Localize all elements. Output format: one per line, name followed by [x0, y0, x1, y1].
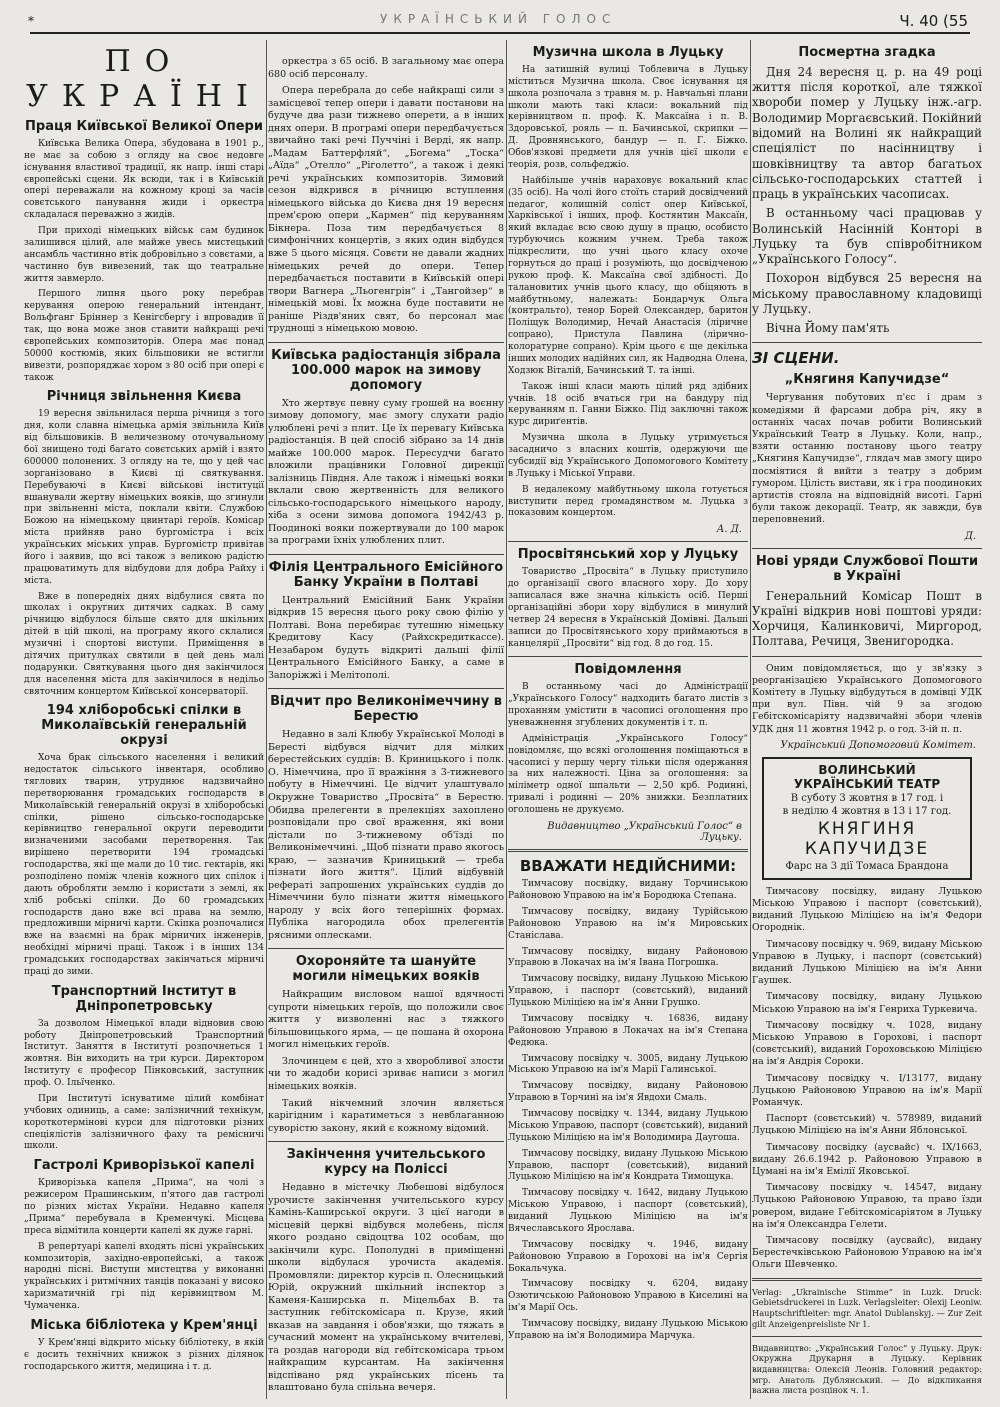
signature: Д. — [964, 530, 976, 542]
notice-item: Тимчасову посвідку ч. 1344, видану Луцькою Міською Управою, паспорт (совєтський), виданий Луцькою Міліцією на ім'я Володимира Даугоша. — [508, 1109, 748, 1143]
section-banner: ПО УКРАЇНІ — [26, 44, 262, 114]
article-bank — [268, 561, 504, 683]
paragraph: Київська Велика Опера, збудована в 1901 р., не має за собою з огляду на своє недовге існування властивої традиції, як напр. інші старі європейські сцени. Як всюди, так і в Київській опері переважали на кожному кроці за часів совєтського панування жиди і оркестра складалася переважно з жидів. — [24, 138, 264, 221]
issue-number: Ч. 40 (55 — [899, 12, 968, 30]
obituary — [752, 46, 982, 336]
notice-item: Тимчасову посвідку, видану Луцькою Міською Управою і паспорт (совєтський), виданий Луцькою Міліцією на ім'я Федори Огороднік. — [752, 885, 982, 934]
divider — [508, 849, 748, 852]
paragraph: В останньому часі працював у Волинській Насінній Конторі в Луцьку та був співробітником „Українського Голосу“. — [752, 206, 982, 267]
theatre-name: ВОЛИНСЬКИЙ УКРАЇНСЬКИЙ ТЕАТР — [793, 762, 941, 791]
article-post-offices — [752, 555, 982, 650]
article-farm-unions — [24, 704, 264, 978]
divider — [752, 1336, 982, 1337]
article-title: 194 хліборобські спілки в Миколаївській генеральній окрузі — [41, 703, 247, 749]
header-rule — [30, 32, 970, 34]
notice-item: Тимчасову посвідку (аусвайс), видану Берестечківською Районовою Управою на ім'я Ольги Шевченко. — [752, 1235, 982, 1271]
column-divider — [266, 40, 267, 1399]
article-title: Відчит про Великонімеччину в Берестю — [270, 694, 502, 725]
page-header — [0, 0, 1000, 30]
paragraph: оркестра з 65 осіб. В загальному має опера 680 осіб персоналу. — [268, 56, 504, 80]
notice-item: Паспорт (совєтський) ч. 578989, виданий Луцькою Міліцією на ім'я Анни Яблонської. — [752, 1113, 982, 1137]
article-lecture — [268, 695, 504, 942]
notice-item: Тимчасову посвідку ч. 1642, видану Луцькою Міською Управою, і паспорт (совєтський), виданий Луцькою Міліцією на ім'я Вячеславського Ярослава. — [508, 1188, 748, 1234]
section-heading: ЗІ СЦЕНИ. — [752, 349, 840, 368]
theatre-ad — [762, 757, 972, 880]
article-title: Нові уряди Службової Пошти в Україні — [755, 553, 979, 584]
article-title: Гастролі Криворізької капелі — [33, 1158, 255, 1174]
article-title: Повідомлення — [574, 662, 682, 678]
divider — [752, 548, 982, 549]
paragraph: Недавно в містечку Любешові відбулося урочисте закінчення учительського курсу Камінь-Каширської округи. З цієї нагоди в місцевій церкві відбувся молебень, після якого роздано свідоцтва 102 особам, що закінчили курс. Пополудні в приміщенні школи відбулася урочиста академія. Промовляли: директор курсів п. Олесницький Юрій, окружний шкільний інспектор з Каменя-Каширська п. Міцельбах В. та заступник гебітскомісара п. Крузе, який вказав на завдання і обов'язки, що тяжать в сучасний момент на українському вчителеві, та роздав нагороди від гебітскомісара трьом найкращим курсантам. На закінчення відспівано ряд українських пісень та влаштовано була спільна вечеря. — [268, 1181, 504, 1394]
notice-item: Тимчасову посвідку, видану Луцькою Міською Управою, і паспорт (совєтський), виданий Луцькою Міліцією на ім'я Анни Грушко. — [508, 974, 748, 1009]
show-title: КНЯГИНЯ КАПУЧИДЗЕ — [804, 818, 930, 859]
newspaper-title: УКРАЇНСЬКИЙ ГОЛОС — [380, 12, 617, 26]
paragraph: Товариство „Просвіта“ в Луцьку приступило до організації свого власного хору. До хору записалася вже значна кількість осіб. Перші організаційні збори хору відбулися в минулий четвер 24 вересня в Українській Домівні. Дальші записи до Просвітянського хору приймаються в канцелярії „Просвіти“ від год. 8 до год. 15. — [508, 567, 748, 649]
article-title: Закінчення учительського курсу на Поліссі — [286, 1147, 486, 1178]
notice-item: Тимчасову посвідку (аусвайс) ч. ІХ/1663, видану 26.6.1942 р. Районовою Управою в Цумані на ім'я Емілії Яковської. — [752, 1141, 982, 1178]
paragraph: Центральний Емісійний Банк України відкрив 15 вересня цього року свою філію у Полтаві. Вона перебирає тутешню німецьку Кредитову Касу (Райхскредиткассе). Незабаром будуть відкриті дальші філії Центрального Емісійного Банку, а саме в Запоріжжі і Мелітополі. — [268, 594, 504, 681]
paragraph: Такий нікчемний злочин являється карігідним і каратиметься з невблаганною суворістю закону, який є кожному відомий. — [268, 1097, 504, 1134]
imprint-ukrainian: Видавництво: „Український Голос“ у Луцьку. Друк: Окружна Друкарня в Луцьку. Керівник видавництва: Олексій Леонів. Головний редактор: мгр. Анатоль Дублянський. — До відкликання важна листа розцінок ч. 1. — [752, 1342, 982, 1396]
article-title: Охороняйте та шануйте могили німецьких вояків — [292, 954, 480, 985]
article-kyiv-anniversary — [24, 390, 264, 698]
divider — [268, 554, 504, 555]
showtime: в неділю 4 жовтня в 13 і 17 год. — [782, 805, 952, 817]
committee-notice — [752, 663, 982, 751]
notice-item: Тимчасову посвідку ч. І/13177, видану Луцькою Районовою Управою на ім'я Марії Романчук. — [752, 1072, 982, 1109]
lost-documents-continued — [752, 886, 982, 1272]
imprint-german: Verlag: „Ukrainische Stimme“ in Luzk. Druck: Gebietsdruckerei in Luzk. Verlagsleiter: Olexij Leoniw. Hauptschriftleiter: mgr. Anatol Dublanskyj. — Zur Zeit gilt Anzeigenpreisliste Nr 1. — [752, 1286, 982, 1329]
paragraph: В репертуарі капелі входять пісні українських композиторів, західно-европейські, а також народні пісні. Виступи мистецтва у виконанні українських і ритмічних танців показані у високо харизматичній грі під керівництвом М. Чумаченка. — [24, 1241, 264, 1311]
notice-item: Тимчасову посвідку ч. 3005, видану Луцькою Міською Управою на ім'я Марії Галинської. — [508, 1053, 748, 1076]
article-transport-institute — [24, 985, 264, 1154]
paragraph: Хто жертвує певну суму грошей на воєнну зимову допомогу, має змогу слухати радіо улюблені речі з плит. Це їх перевагу Київська радіостанція. В цей спосіб зібрано за 14 днів майже 100.000 марок. Пересудчи багато вложили працівники Головної дирекції залізниць Півдня. Але також і німецькі вояки вклали свою жертвенність для великого сільсько-господарського німецького народу, хіба з осени зимова допомога 1942/43 р. Поодинокі вояки пожертвували до 100 марок за програми їхніх улюблених плит. — [268, 397, 504, 547]
paragraph: На затишній вулиці Тоблевича в Луцьку міститься Музична школа. Своє існування ця школа розпочала з травня м. р. Навчальні плани школи мають такі класи: вокальний під керівництвом п. проф. К. Максаїна і п. В. Здоровської, рояль — п. Бачинської, скрипки — Д. Дровнянського, бандур — п. Г. Біжко. Обов'язкові предмети для учнів цієї школи є теорія, розв, сольфеджіо. — [508, 64, 748, 170]
article-graves — [268, 955, 504, 1135]
divider — [508, 656, 748, 657]
paragraph: Музична школа в Луцьку утримується засадничо з власних коштів, одержуючи ще субсидії від Українського Допомогового Комітету в Луцьку і Міської Управи. — [508, 433, 748, 479]
paragraph: Вже в попередніх днях відбулися свята по школах і округних дитячих садках. В саму річницю відбулося більше свято для шкільних дітей в цій школі, на програму якого склалися музичні і спортові виступи. Приміщення в дітячих притулках святили в цей день малі подарунки. Святкування цього дня закінчилося для населення міста для закінчилося в недільо святочним концертом Київської консерваторії. — [24, 591, 264, 697]
divider — [268, 948, 504, 949]
lost-documents — [508, 858, 748, 1343]
paragraph: При приході німецьких військ сам будинок залишився цілий, але майже увесь мистецький ансамбль частинно втік добровільно з совєтами, а частинно був вивезений, так що театральне життя завмерло. — [24, 226, 264, 284]
paragraph: Найбільше учнів нараховує вокальний клас (35 осіб). На чолі його стоїть старий досвідчений педагог, колишній соліст опер Київської, Харківської і інших, проф. Костянтин Максаїн, який вкладає всю свою душу в працю, особисто турбуючись кожним учнем. Треба також підкреслити, що учні цього класу охоче горнуться до праці і розуміють, що досвідченою рукою проф. К. Максаїна свої здібності. До талановитих учнів цього класу, що обіцяють в майбутньому, належать: Бондарчук Ольга (контральто), тенор Борей Олександер, баритон Поліщук Володимир, Нечай Анастасія (ліричне сопрано), Пристула Павлина (лірично-колоратурне сопрано). Крім цього є ще декілька інших молодих надійних сил, як Надводна Олена, Ходзюк Віталій, Бачинський Т. та інші. — [508, 175, 748, 376]
paragraph: Першого липня цього року перебрав керування оперою генеральний інтендант, Вольфганг Бріннер з Кенігсбергу і впровадив її так, що вона може знов ставити найкращі речі європейських композиторів. Опера має понад 50000 костюмів, яких більшовики не встигли вивезти, розпоряджає хором з 80 осіб при опері є також — [24, 289, 264, 383]
article-teacher-course — [268, 1148, 504, 1395]
signature: Видавництво „Український Голос“ в Луцьку. — [547, 820, 742, 843]
notice-item: Тимчасову посвідку, видану Луцькою Міською Управою на ім'я Генриха Туркевича. — [752, 991, 982, 1015]
paragraph: Генеральний Комісар Пошт в Україні відкрив нові поштові уряди: Хорчиця, Калинковичі, Миргород, Полтава, Речиця, Звенигородка. — [752, 588, 982, 649]
notice-item: Тимчасову посвідку ч. 1028, видану Міською Управою в Горохові, і паспорт (совєтський), виданий Гороховською Міліцією на ім'я Андрія Сороки. — [752, 1019, 982, 1068]
article-library — [24, 1319, 264, 1374]
article-title: Філія Центрального Емісійного Банку України в Полтаві — [268, 559, 504, 590]
article-title: Річниця звільнення Києва — [46, 389, 242, 405]
paragraph: Також інші класи мають цілий ряд здібних учнів. 18 осіб вчаться гри на бандуру під керуванням п. Ганни Біжко. Під заключні також курс дириґентів. — [508, 381, 748, 428]
column-divider — [506, 40, 507, 1399]
notice-item: Тимчасову посвідку ч. 969, видану Міською Управою в Луцьку, і паспорт (совєтський) виданий Луцькою Міліцією на ім'я Анни Гаушек. — [752, 938, 982, 987]
notice-item: Тимчасову посвідку, видану Луцькою Міською Управою, паспорт (совєтський), виданий Луцькою Міліцією на ім'я Кондрата Тимощука. — [508, 1148, 748, 1183]
notice-item: Тимчасову посвідку, видану Торчинською Районовою Управою на ім'я Бородюка Степана. — [508, 879, 748, 902]
divider — [268, 1141, 504, 1142]
notice-item: Тимчасову посвідку ч. 14547, видану Луцькою Районовою Управою, та право їзди ровером, видане Гебітскомісаріятом в Луцьку на ім'я Олександра Гелети. — [752, 1182, 982, 1230]
article-capella-tour — [24, 1159, 264, 1313]
paragraph: При Інституті існуватиме цілий комбінат учбових одиниць, а саме: залізничний технікум, короткотермінові курси для підготовки різних спеціялістів залізничного фаху та ремісничі школи. — [24, 1093, 264, 1152]
article-title: Праця Київської Великої Опери — [25, 119, 263, 134]
notice-item: Тимчасову посвідку, видану Районовою Управою в Локачах на ім'я Івана Погрошка. — [508, 946, 748, 969]
column-1 — [24, 40, 264, 1377]
paragraph: Вічна Йому пам'ять — [766, 321, 890, 336]
column-3 — [508, 40, 748, 1347]
paragraph: Найкращим висловом нашої вдячності супроти німецьких героїв, що положили своє життя у визволенні нас з тяжкого більшовицького ярма, — це пошана й охорона могил німецьких героїв. — [268, 989, 504, 1051]
show-subtitle: Фарс на 3 дії Томаса Брандона — [785, 860, 949, 872]
column-2 — [268, 40, 504, 1399]
article-title: Транспортний Інститут в Дніпропетровську — [51, 983, 237, 1014]
paragraph: 19 вересня звільнилася перша річниця з того дня, коли славна німецька армія звільнила Київ від більшовиків. В величезному оточувальному бої знищено тоді багато совєтських армій і взято 600000 полонених. З огляду на те, що у цей час зорганізовано в Києві ці святкування. Перебуваючі в Києві військові інституції вшанували жертву німецьких вояків, що згинули при звільненні міста, поклали квіти. Службою Божою на німецькому цвинтарі героїв. Комісар міста прийняв рано бургомістра і всіх українських міських управ. Бургомістр привітав його і заявив, що всі також з великою радістю працюватимуть для відбудови для добра Райху і міста. — [24, 409, 264, 586]
divider — [268, 342, 504, 343]
paragraph: Недавно в залі Клюбу Української Молоді в Бересті відбувся відчит для мілких берестейських суддів: В. Криницького і полк. О. Німеччина, про її вражіння з 3-тижневого побуту в Німеччині. Це відчит улаштувало Окружне Товариство „Просвіта“ в Берестю. Обидва прелегенти в прелекціях захоплено розповідали про свої враження, які вони дістали по 3-тижневому об'їзді по Великонімеччині. „Щоб пізнати право якогось краю, — зазначив Криницький — треба пізнати його життя“. Цілий відбувній рефераті запрошених українських суддів до Німеччини було пізнати життя німецького народу у всіх його теперішніх формах. Публіка нагородила обох прелегентів рясними оплесками. — [268, 729, 504, 941]
divider — [508, 541, 748, 542]
article-radio — [268, 349, 504, 548]
paragraph: Злочинцем є цей, хто з хворобливої злости чи то жадоби корисі зриває написи з могил німецьких вояків. — [268, 1055, 504, 1092]
paragraph: Криворізька капеля „Прима“, на чолі з режисером Прашинським, п'ятого дав гастролі по різних містах України. Недавно капеля „Прима“ перебувала в Кременчукі. Місцева преса відмітила концерти капелі як дуже гарні. — [24, 1178, 264, 1236]
article-title: Київська радіостанція зібрала 100.000 марок на зимову допомогу — [271, 347, 501, 393]
divider — [752, 656, 982, 657]
paragraph: Адміністрація „Українського Голосу“ повідомляє, що всякі оголошення поміщаються в часописі у першу чергу тільки після одержання за них належності. Ціна за оголошення: за міліметр одної шпальти — 2,50 крб. Родинні, тривалі і родинні — 20% знижки. Безплатних оголошень не друкуємо. — [508, 733, 748, 816]
notice-item: Тимчасову посвідку ч. 16836, видану Районовою Управою в Локачах на ім'я Степана Федюка. — [508, 1013, 748, 1048]
article-title: „Княгиня Капучидзе“ — [784, 372, 950, 388]
article-opera — [24, 120, 264, 384]
divider — [752, 1278, 982, 1281]
column-4 — [752, 40, 982, 1400]
article-theatre-review — [752, 373, 982, 541]
article-title: Музична школа в Луцьку — [532, 45, 724, 60]
paragraph: Оним повідомляється, що у зв'язку з реорганізацією Українського Допомогового Комітету в Луцьку відбудуться в домівці УДК при вул. Півн. чій 9 за згодою Гебітскомісаріяту надзвичайні збори членів УДК дня 11 жовтня 1942 р. о год. 3-ій п. п. — [752, 662, 982, 735]
divider — [752, 342, 982, 343]
notice-item: Тимчасову посвідку ч. 6204, видану Озютичською Районовою Управою в Киселині на ім'я Марії Ось. — [508, 1279, 748, 1314]
notice-item: Тимчасову посвідку, видану Районовою Управою в Торчині на ім'я Явдохи Смаль. — [508, 1081, 748, 1104]
paragraph: Хоча брак сільського населення і великий недостаток сільського інвентаря, особливо тяглових тварин, утруднює надзвичайно перетворювання громадських господарств в Миколаївській генеральній окрузі в хліборобські спілки, рішено сільсько-господарське керівництво генеральної округи переводити визначеними засобами перетворення. Так вирішено перетворити 194 громадські господарства, які ще мали до 10 тис. гектарів, які розподілено поміж членів кожного цих спілок і дають обробляти землю і користати з землі, як хліб робські спілки. До 60 громадських господарств дано вже всі права на землю, предложивши мірничі карти. Скіпка розпочалися вже на взаємні на брак мірничих інженерів, необхідні мірничі праці. Також і в інших 134 громадських господарствах закінчаться мірничі праці до зими. — [24, 753, 264, 977]
notice-item: Тимчасову посвідку, видану Луцькою Міською Управою на ім'я Володимира Марчука. — [508, 1319, 748, 1341]
article-music-school — [508, 46, 748, 535]
article-title: Просвітянський хор у Луцьку — [517, 547, 739, 563]
paragraph: В останньому часі до Адміністрації „Українського Голосу“ надходить багато листів з проханням умістити в часописі оголошення про уневажнення згублених документів і т. п. — [508, 682, 748, 728]
signature: Український Допомоговий Комітет. — [780, 739, 976, 751]
paragraph: Опера перебрала до себе найкращі сили з замісцевої тепер опери і давати постанови на будуче два рази тижнево оперети, а в інших днях опери. В програмі опери передбачується звичайно такі речі Пуччіні і Верді, як напр. „Мадам Баттерфляй“, „Богема“ „Тоска“ „Аїда“ „Отелло“ „Ріголетто“, а також і деякі речі українських композиторів. Зимовий сезон відкрився в річницю вступлення німецького війська до Києва дня 19 вересня прем'єрою опери „Кармен“ під керуванням Бікнера. Поза тим передбачується 8 симфонічних концертів, з яких один відбудся вже 5 цього місяця. Совєти не давали жадних німецьких речей до опери. Тепер передбачається поставити в Київській опері твори Вагнера „Льогенгрін“ і „Тангойзер“ в німецькій мові. Їх можна буде поставити не раніше Різдв'яних свят, бо персонал має труднощі з німецькою мовою. — [268, 85, 504, 335]
showtime: В суботу 3 жовтня в 17 год. і — [790, 792, 944, 804]
paragraph: В недалекому майбутньому школа готується виступити перед громадянством м. Луцька з показовим концертом. — [508, 484, 748, 519]
header-star: * — [28, 14, 34, 28]
paragraph: Похорон відбувся 25 вересня на міському православному кладовищі у Луцьку. — [752, 271, 982, 316]
notice-item: Тимчасову посвідку ч. 1946, видану Районовою Управою в Горохові на ім'я Сергія Бокальчука. — [508, 1239, 748, 1274]
signature: А. Д. — [716, 524, 742, 536]
paragraph: Дня 24 вересня ц. р. на 49 році життя після короткої, але тяжкої хвороби помер у Луцьку інж.-агр. Володимир Моргаєвський. Покійний відомий на Волині як найкращий спеціяліст по насінництву і шовківництву та автор багатьох сільсько-господарських статтей і праць в українських часописах. — [752, 64, 982, 202]
notice-item: Тимчасову посвідку, видану Турійською Районовою Управою на ім'я Мировських Станіслава. — [508, 906, 748, 941]
paragraph: У Крем'янці відкрито міську бібліотеку, в якій є досить технічних книжок з різних ділянок господарського життя, медицина і т. д. — [24, 1337, 264, 1372]
article-title: Міська бібліотека у Крем'янці — [30, 1317, 258, 1333]
paragraph: За дозволом Німецької влади відновив свою роботу Дніпропетровський Транспортний Інститут. Заняття в Інституті розпочнеться 1 жовтня. Він виходить на три курси. Директором Інституту є професор Пінковський, заступник проф. О. Ільїченко. — [24, 1018, 264, 1089]
article-choir — [508, 548, 748, 650]
article-announcement — [508, 663, 748, 843]
paragraph: Чергування побутових п'єс і драм з комедіями й фарсами добра річ, яку в останніх часах почав робити Волинський Український Театр в Луцьку. Коли, напр., взяти останню постанову цього театру „Княгиня Капучидзе“, глядач мав змогу щиро посміятися й вийти з театру з добрим гумором. Цілість вистави, як і гра поодиноких артистів стояла на відповідній висоті. Гарні були також декорації. Театр, як завжди, був переповнений. — [752, 392, 982, 526]
column-divider — [750, 40, 751, 1399]
article-title: Посмертна згадка — [798, 45, 936, 60]
article-title: ВВАЖАТИ НЕДІЙСНИМИ: — [519, 856, 737, 875]
divider — [268, 688, 504, 689]
